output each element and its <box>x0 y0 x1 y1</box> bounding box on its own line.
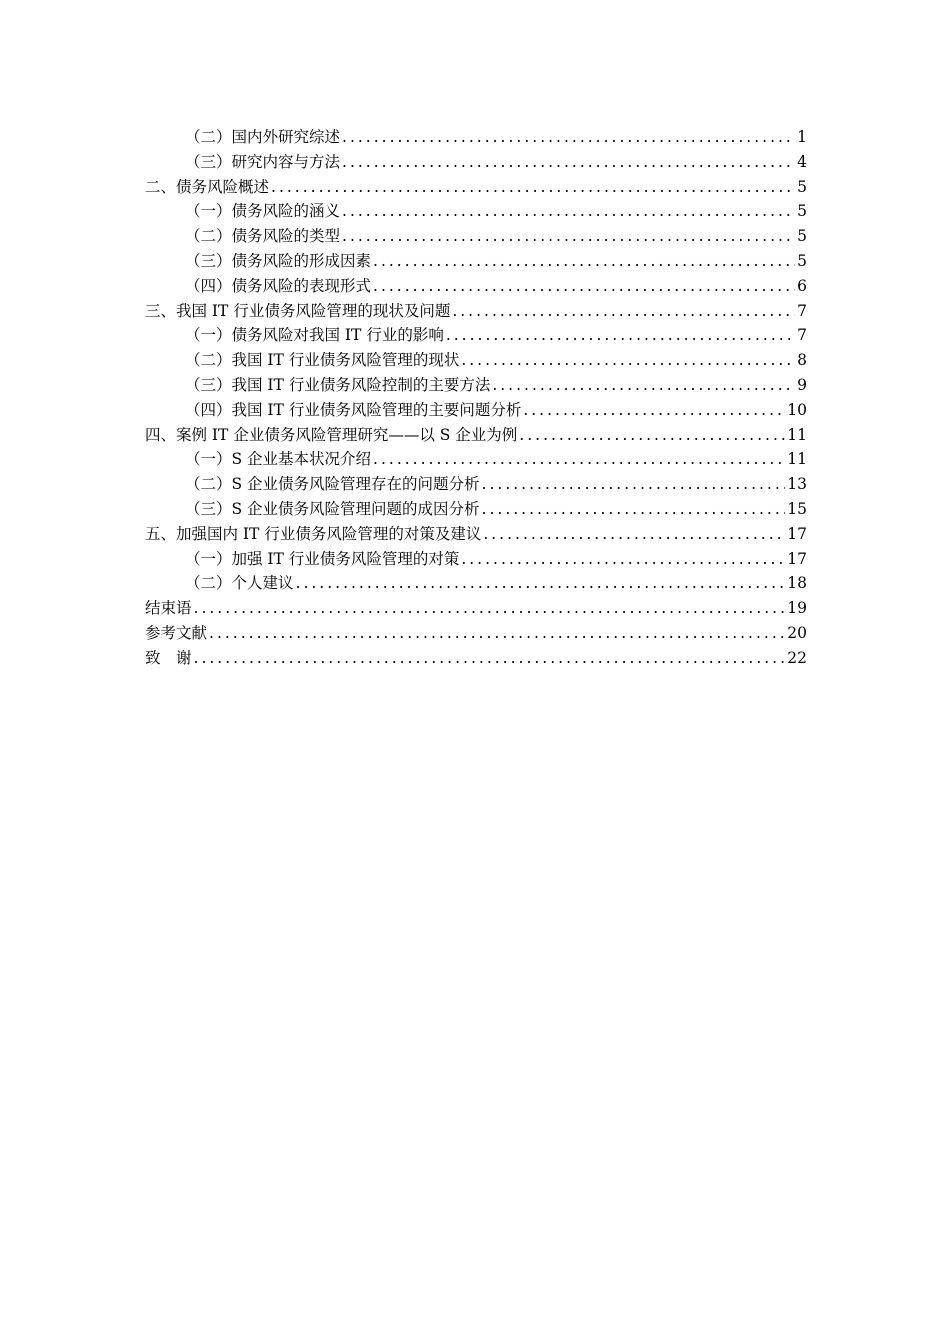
toc-entry-page-number: 18 <box>787 574 807 593</box>
toc-dot-leader <box>342 224 795 249</box>
toc-entry[interactable] <box>145 447 807 472</box>
toc-entry-title: （三）债务风险的形成因素 <box>185 251 372 270</box>
toc-entry[interactable] <box>145 472 807 497</box>
toc-entry-title: （二）债务风险的类型 <box>185 227 341 246</box>
toc-entry[interactable] <box>145 348 807 373</box>
toc-entry-title: （一）加强 IT 行业债务风险管理的对策 <box>185 549 460 568</box>
toc-entry[interactable] <box>145 175 807 200</box>
toc-entry-page-number: 11 <box>787 425 807 444</box>
toc-entry[interactable] <box>145 150 807 175</box>
toc-entry[interactable] <box>145 621 807 646</box>
toc-entry-title: 五、加强国内 IT 行业债务风险管理的对策及建议 <box>145 524 482 543</box>
toc-entry-title: （三）S 企业债务风险管理问题的成因分析 <box>185 499 480 518</box>
toc-dot-leader <box>373 249 795 274</box>
toc-dot-leader <box>482 472 786 497</box>
toc-entry[interactable] <box>145 249 807 274</box>
toc-entry-title: （二）个人建议 <box>185 574 294 593</box>
toc-entry[interactable] <box>145 646 807 671</box>
toc-entry-title: 二、债务风险概述 <box>145 177 270 196</box>
toc-entry[interactable] <box>145 224 807 249</box>
toc-entry-page-number: 6 <box>797 276 807 295</box>
toc-entry[interactable] <box>145 522 807 547</box>
toc-entry-page-number: 5 <box>797 251 807 270</box>
toc-entry-title: （三）我国 IT 行业债务风险控制的主要方法 <box>185 375 491 394</box>
toc-dot-leader <box>342 125 795 150</box>
toc-dot-leader <box>482 497 786 522</box>
toc-dot-leader <box>342 150 795 175</box>
toc-entry-page-number: 7 <box>797 326 807 345</box>
toc-entry-page-number: 11 <box>787 450 807 469</box>
toc-entry-title: 致 谢 <box>145 648 192 667</box>
toc-entry-page-number: 5 <box>797 177 807 196</box>
toc-entry[interactable] <box>145 398 807 423</box>
toc-entry-page-number: 17 <box>787 549 807 568</box>
toc-entry-title: （一）债务风险的涵义 <box>185 202 341 221</box>
toc-entry-page-number: 20 <box>787 623 807 642</box>
toc-entry-page-number: 15 <box>787 499 807 518</box>
toc-entry-page-number: 19 <box>787 599 807 618</box>
toc-dot-leader <box>461 547 785 572</box>
toc-dot-leader <box>519 423 785 448</box>
toc-entry-title: （二）S 企业债务风险管理存在的问题分析 <box>185 475 480 494</box>
toc-entry-page-number: 22 <box>787 648 807 667</box>
toc-entry-page-number: 7 <box>797 301 807 320</box>
toc-entry-page-number: 13 <box>787 475 807 494</box>
toc-dot-leader <box>523 398 785 423</box>
toc-dot-leader <box>446 323 795 348</box>
toc-entry[interactable] <box>145 299 807 324</box>
toc-entry-title: （二）我国 IT 行业债务风险管理的现状 <box>185 351 460 370</box>
toc-dot-leader <box>194 646 786 671</box>
toc-entry[interactable] <box>145 497 807 522</box>
toc-entry-title: （四）我国 IT 行业债务风险管理的主要问题分析 <box>185 400 522 419</box>
toc-entry[interactable] <box>145 323 807 348</box>
toc-dot-leader <box>342 199 795 224</box>
toc-entry-page-number: 17 <box>787 524 807 543</box>
toc-entry-title: 参考文献 <box>145 623 208 642</box>
toc-entry-page-number: 10 <box>787 400 807 419</box>
toc-entry-title: （一）S 企业基本状况介绍 <box>185 450 372 469</box>
toc-dot-leader <box>373 274 795 299</box>
toc-entry[interactable] <box>145 547 807 572</box>
toc-entry-title: 结束语 <box>145 599 192 618</box>
toc-dot-leader <box>452 299 795 324</box>
toc-entry[interactable] <box>145 199 807 224</box>
toc-entry[interactable] <box>145 596 807 621</box>
toc-entry-page-number: 9 <box>797 375 807 394</box>
toc-dot-leader <box>492 373 795 398</box>
toc-dot-leader <box>373 447 785 472</box>
toc-dot-leader <box>271 175 795 200</box>
toc-entry-page-number: 5 <box>797 227 807 246</box>
toc-dot-leader <box>296 571 786 596</box>
toc-entry-title: 三、我国 IT 行业债务风险管理的现状及问题 <box>145 301 451 320</box>
table-of-contents <box>145 125 807 671</box>
toc-entry-title: （三）研究内容与方法 <box>185 152 341 171</box>
toc-dot-leader <box>483 522 785 547</box>
toc-dot-leader <box>209 621 785 646</box>
toc-entry[interactable] <box>145 373 807 398</box>
toc-entry[interactable] <box>145 423 807 448</box>
toc-entry-title: （一）债务风险对我国 IT 行业的影响 <box>185 326 444 345</box>
toc-entry-page-number: 1 <box>797 128 807 146</box>
toc-dot-leader <box>194 596 786 621</box>
toc-entry-page-number: 4 <box>797 152 807 171</box>
toc-entry[interactable] <box>145 571 807 596</box>
toc-entry-page-number: 8 <box>797 351 807 370</box>
toc-entry-title: 四、案例 IT 企业债务风险管理研究——以 S 企业为例 <box>145 425 518 444</box>
toc-entry[interactable] <box>145 274 807 299</box>
toc-dot-leader <box>461 348 795 373</box>
toc-entry-page-number: 5 <box>797 202 807 221</box>
toc-entry[interactable] <box>145 125 807 150</box>
toc-entry-title: （四）债务风险的表现形式 <box>185 276 372 295</box>
toc-entry-title: （二）国内外研究综述 <box>185 128 341 146</box>
